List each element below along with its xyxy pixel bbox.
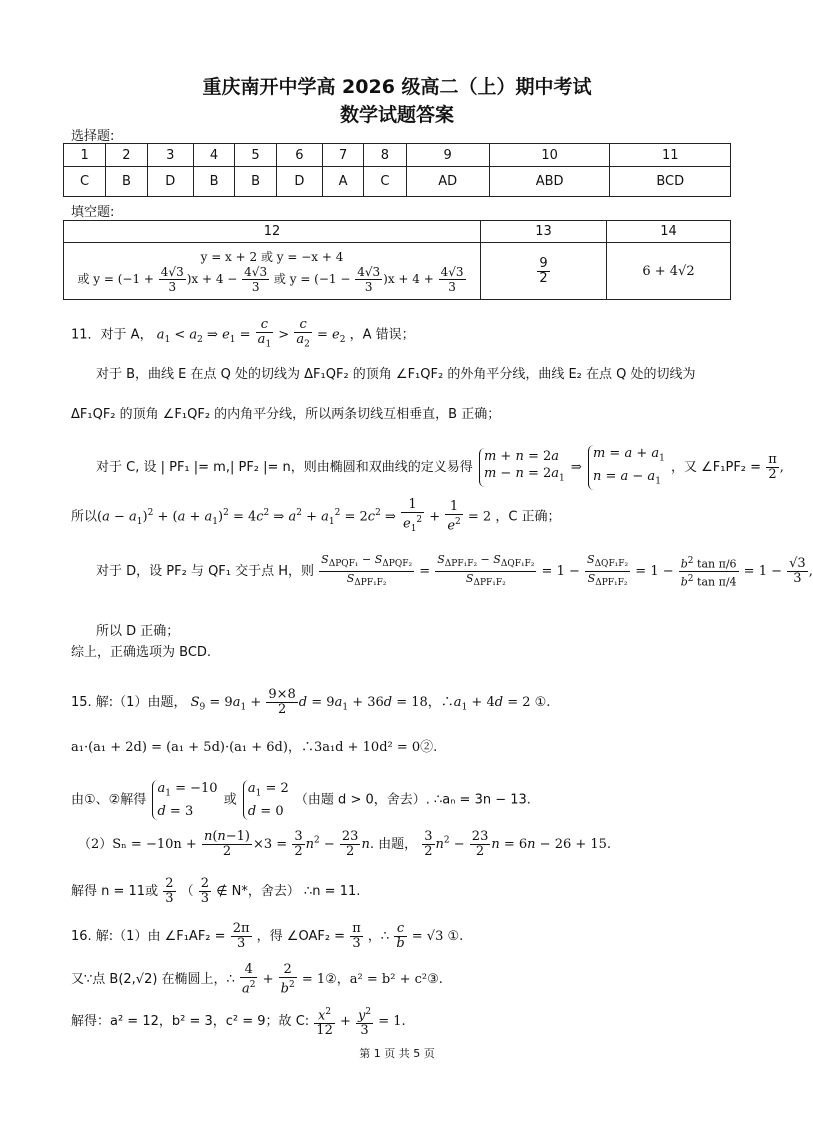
fill-answer-table — [63, 220, 731, 300]
mc-answer-cell: D — [147, 167, 193, 197]
mc-number-cell: 8 — [364, 144, 406, 167]
answer-12-cell — [64, 243, 481, 300]
mc-number-cell: 2 — [106, 144, 148, 167]
p11-line-5: 所以$(a - a_1)^2 + (a + a_1)^2 = 4c^2$ ⇒ $a^2 + a_1^2 = 2c^2$ ⇒ $\frac{1}{e_1^2}$ + $\frac{1}{e^2}$ = 2 ，C 正确； — [71, 497, 561, 534]
mc-number-cell: 6 — [276, 144, 322, 167]
answer-12-line2-start: 或 y = (−1 + — [77, 271, 154, 286]
fill-header-cell: 12 — [64, 221, 481, 243]
p15-line-3: 由①、②解得 $a_1 = -10$ d = 3 或 $a_1 = 2$ d = 0 （由题 d > 0，舍去）. ∴aₙ = 3n − 13. — [71, 781, 531, 819]
mc-number-cell: 3 — [147, 144, 193, 167]
p11-line-6: 对于 D，设 PF₂ 与 QF₁ 交于点 H，则 $\frac{S_{\Delta PQF_1} - S_{\Delta PQF_2}}{S_{\Delta PF_1F_2}}$ = $\frac{S_{\Delta PF_1F_2} - S_{\Delta QF_1F_2}}{S_{\Delta PF_1F_2}}$ = 1 − $\frac{S_{\Delta QF_1F_2}}{S_{\Delta PF_1F_2}}$ = 1 − $\frac{b^2 \tan \pi/6}{b^2 \tan \pi/4}$ = 1 − $\frac{√3}{3}$ , — [96, 553, 813, 589]
p15-line-4: （2）Sₙ = −10n + $\frac{n(n-1)}{2}$ ×3 = $\frac{3}{2}$ $n^2$ − $\frac{23}{2}$ n. 由题， $\frac{3}{2}$ $n^2$ − $\frac{23}{2}$ n = 6n − 26 + 15. — [78, 829, 612, 859]
mc-number-cell: 9 — [406, 144, 489, 167]
p11-line-2: 对于 B，曲线 E 在点 Q 处的切线为 ΔF₁QF₂ 的顶角 ∠F₁QF₂ 的外角平分线，曲线 E₂ 在点 Q 处的切线为 — [96, 367, 696, 382]
fill-header-cell: 14 — [607, 221, 731, 243]
page-title: 重庆南开中学高 2026 级高二（上）期中考试 — [202, 76, 592, 98]
p11-line-1: 11．对于 A， $a_1 < a_2$ ⇒ $e_1$ = $\frac{c}{a_1}$ > $\frac{c}{a_2}$ = $e_2$ ，A 错误； — [71, 317, 415, 350]
mc-answer-cell: D — [276, 167, 322, 197]
mc-answer-cell: BCD — [610, 167, 731, 197]
fill-section-label: 填空题: — [71, 205, 115, 220]
p11-line-4: 对于 C, 设 | PF₁ |= m,| PF₂ |= n，则由椭圆和双曲线的定义易得 m + n = 2a $m - n = 2a_1$ ⇒ $m = a + a_1$ $n = a - a_1$ ，又 ∠F₁PF₂ = $\frac{\pi}{2}$ , — [96, 445, 784, 490]
answer-12-line1: y = x + 2 或 y = −x + 4 — [200, 249, 344, 264]
mc-number-cell: 10 — [489, 144, 610, 167]
fill-header-row — [64, 221, 731, 243]
answer-14-cell: 6 + 4√2 — [607, 243, 731, 300]
mc-number-cell: 4 — [193, 144, 235, 167]
mc-answer-cell: A — [322, 167, 363, 197]
answer-12-line2: 或 y = (−1 + $\frac{4√3}{3}$ )x + 4 − $\frac{4√3}{3}$ 或 y = (−1 − $\frac{4√3}{3}$ )x + 4 + $\frac{4√3}{3}$ — [77, 264, 464, 294]
mc-number-cell: 7 — [322, 144, 363, 167]
p15-line-2: a₁·(a₁ + 2d) = (a₁ + 5d)·(a₁ + 6d)，∴3a₁d + 10d² = 0②. — [71, 740, 438, 755]
fill-answer-row — [64, 243, 731, 300]
p11-line-7: 所以 D 正确； — [96, 624, 180, 639]
p16-line-1: 16. 解:（1）由 ∠F₁AF₂ = $\frac{2\pi}{3}$ ，得 ∠OAF₂ = $\frac{\pi}{3}$ ，∴ $\frac{c}{b}$ = √3 ①. — [71, 921, 464, 951]
mc-number-cell: 11 — [610, 144, 731, 167]
p16-line-3: 解得：a² = 12，b² = 3，c² = 9；故 C: $\frac{x^2}{12}$ + $\frac{y^2}{3}$ = 1. — [71, 1007, 406, 1039]
mc-number-row — [64, 144, 731, 167]
mc-answer-cell: B — [235, 167, 277, 197]
mc-number-cell: 1 — [64, 144, 106, 167]
mc-answer-table — [63, 143, 731, 197]
fill-header-cell: 13 — [481, 221, 607, 243]
mc-section-label: 选择题: — [71, 129, 115, 144]
mc-answer-cell: AD — [406, 167, 489, 197]
answer-13-cell — [481, 243, 607, 300]
mc-answer-cell: B — [193, 167, 235, 197]
page-subtitle: 数学试题答案 — [339, 104, 454, 126]
mc-answer-row — [64, 167, 731, 197]
p11-line-3: ΔF₁QF₂ 的顶角 ∠F₁QF₂ 的内角平分线，所以两条切线互相垂直，B 正确； — [71, 407, 501, 422]
p15-line-1: 15. 解:（1）由题， $S_9 = 9a_1$ + $\frac{9\times 8}{2}$ $d = 9a_1 + 36d = 18$，$\therefore a_1 + 4d = 2$ ①. — [71, 687, 551, 717]
page-footer: 第 1 页 共 5 页 — [359, 1047, 435, 1060]
mc-answer-cell: ABD — [489, 167, 610, 197]
p11-line-8: 综上，正确选项为 BCD. — [71, 645, 212, 660]
mc-answer-cell: C — [364, 167, 406, 197]
answer-13-value: $\frac{9}{2}$ — [539, 255, 548, 286]
mc-answer-cell: C — [64, 167, 106, 197]
p16-line-2: 又∵点 B(2,√2) 在椭圆上，∴ $\frac{4}{a^2}$ + $\frac{2}{b^2}$ = 1②，a² = b² + c²③. — [71, 962, 443, 997]
p15-line-5: 解得 n = 11或 $\frac{2}{3}$ （ $\frac{2}{3}$ ∉ N*，舍去） ∴n = 11. — [71, 876, 361, 906]
mc-number-cell: 5 — [235, 144, 277, 167]
mc-answer-cell: B — [106, 167, 148, 197]
